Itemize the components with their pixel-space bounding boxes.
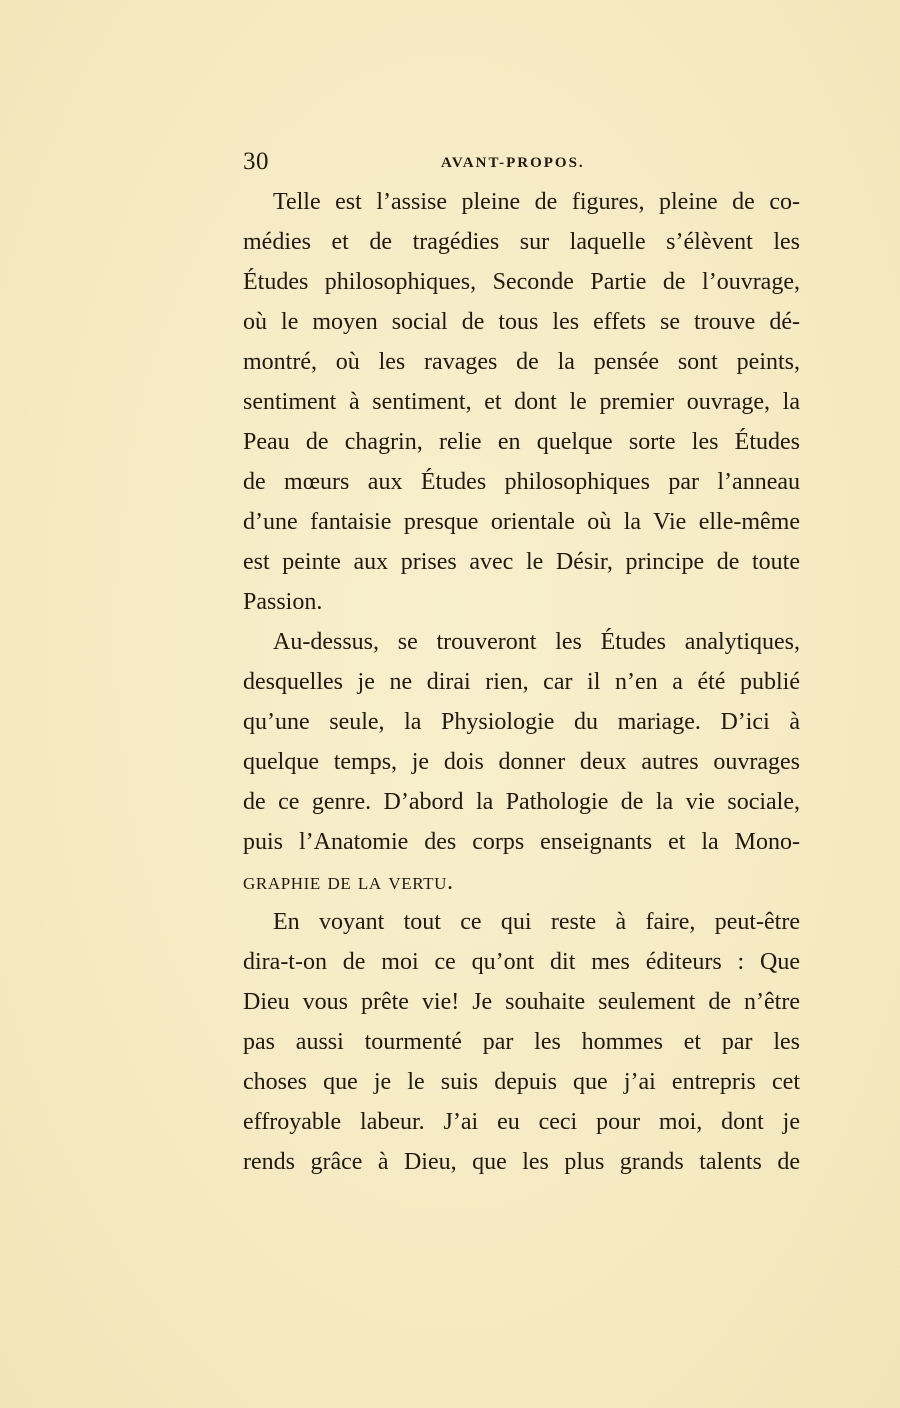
text-line: graphie de la vertu. (243, 869, 454, 895)
text-line: médies et de tragédies sur laquelle s’élèvent les (243, 229, 800, 255)
text-line: Peau de chagrin, relie en quelque sorte les Études (243, 429, 800, 455)
text-line: sentiment à sentiment, et dont le premier ouvrage, la (243, 389, 800, 415)
text-line: montré, où les ravages de la pensée sont peints, (243, 349, 800, 375)
text-line: En voyant tout ce qui reste à faire, peut-être (273, 909, 800, 935)
text-line: Au-dessus, se trouveront les Études analytiques, (273, 629, 800, 655)
page-header (243, 148, 800, 178)
text-line: d’une fantaisie presque orientale où la Vie elle-même (243, 509, 800, 535)
text-line: Telle est l’assise pleine de figures, pleine de co- (273, 189, 800, 215)
text-line: quelque temps, je dois donner deux autres ouvrages (243, 749, 800, 775)
text-line: rends grâce à Dieu, que les plus grands talents de (243, 1149, 800, 1175)
text-line: qu’une seule, la Physiologie du mariage. D’ici à (243, 709, 800, 735)
body-text (243, 182, 800, 1182)
running-head: AVANT-PROPOS. (441, 155, 585, 171)
text-line: effroyable labeur. J’ai eu ceci pour moi, dont je (243, 1109, 800, 1135)
text-line: Passion. (243, 589, 323, 615)
text-line: est peinte aux prises avec le Désir, principe de toute (243, 549, 800, 575)
text-line: où le moyen social de tous les effets se trouve dé- (243, 309, 800, 335)
text-line: Études philosophiques, Seconde Partie de l’ouvrage, (243, 269, 800, 295)
text-line: desquelles je ne dirai rien, car il n’en a été publié (243, 669, 800, 695)
text-line: choses que je le suis depuis que j’ai entrepris cet (243, 1069, 800, 1095)
text-line: pas aussi tourmenté par les hommes et par les (243, 1029, 800, 1055)
page-number: 30 (243, 148, 269, 175)
text-line: dira-t-on de moi ce qu’ont dit mes éditeurs : Que (243, 949, 800, 975)
text-line: de mœurs aux Études philosophiques par l’anneau (243, 469, 800, 495)
text-line: de ce genre. D’abord la Pathologie de la vie sociale, (243, 789, 800, 815)
text-line: Dieu vous prête vie! Je souhaite seulement de n’être (243, 989, 800, 1015)
text-line: puis l’Anatomie des corps enseignants et la Mono- (243, 829, 800, 855)
